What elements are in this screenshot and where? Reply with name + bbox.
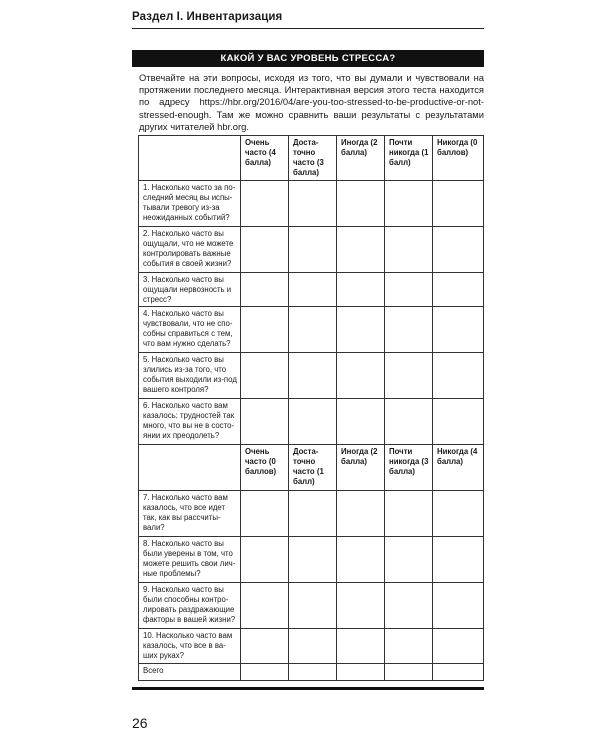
answer-cell[interactable] [385, 307, 433, 353]
answer-cell[interactable] [433, 227, 484, 273]
answer-cell[interactable] [433, 583, 484, 629]
answer-cell[interactable] [241, 227, 289, 273]
question-cell: 1. Насколько часто за последний месяц вы испытывали тревогу из-за неожиданных событий? [139, 181, 241, 227]
answer-cell[interactable] [433, 181, 484, 227]
answer-cell[interactable] [337, 307, 385, 353]
answer-cell[interactable] [289, 491, 337, 537]
question-cell: 4. Насколько часто вы чувствовали, что не способны справиться с тем, что вам нужно сделать? [139, 307, 241, 353]
column-header: Иногда (2 балла) [337, 445, 385, 491]
table-row [139, 227, 484, 273]
table-header-row [139, 136, 484, 181]
question-cell: 5. Насколько часто вы злились из-за того, что события выходили из-под вашего контроля? [139, 353, 241, 399]
answer-cell[interactable] [433, 353, 484, 399]
answer-cell[interactable] [385, 273, 433, 307]
question-cell: 9. Насколько часто вы были способны контролировать раздражающие факторы в вашей жизни? [139, 583, 241, 629]
column-header: Никогда (0 баллов) [433, 136, 484, 181]
section-header: Раздел I. Инвентаризация [132, 11, 283, 23]
answer-cell[interactable] [241, 537, 289, 583]
quiz-title-banner: КАКОЙ У ВАС УРОВЕНЬ СТРЕССА? [132, 50, 484, 67]
answer-cell[interactable] [337, 399, 385, 445]
question-cell: 3. Насколько часто вы ощущали нервозность и стресс? [139, 273, 241, 307]
answer-cell[interactable] [337, 629, 385, 664]
question-cell: 2. Насколько часто вы ощущали, что не можете контролировать важные события в своей жизни? [139, 227, 241, 273]
answer-cell[interactable] [337, 273, 385, 307]
table-row [139, 583, 484, 629]
answer-cell[interactable] [289, 629, 337, 664]
answer-cell[interactable] [241, 353, 289, 399]
column-header: Почти никогда (3 балла) [385, 445, 433, 491]
answer-cell[interactable] [241, 491, 289, 537]
total-label: Всего [139, 664, 241, 681]
answer-cell[interactable] [289, 307, 337, 353]
answer-cell[interactable] [337, 353, 385, 399]
total-cell[interactable] [241, 664, 289, 681]
table-header-row-reversed [139, 445, 484, 491]
column-header: Очень часто (4 балла) [241, 136, 289, 181]
question-cell: 6. Насколько часто вам казалось: трудностей так много, что вы не в состоянии их преодолеть? [139, 399, 241, 445]
answer-cell[interactable] [289, 399, 337, 445]
header-divider [132, 28, 484, 29]
answer-cell[interactable] [289, 181, 337, 227]
answer-cell[interactable] [433, 491, 484, 537]
question-cell: 8. Насколько часто вы были уверены в том, что можете решить свои личные проблемы? [139, 537, 241, 583]
table-row [139, 353, 484, 399]
column-header: Очень часто (0 баллов) [241, 445, 289, 491]
table-row [139, 399, 484, 445]
answer-cell[interactable] [337, 181, 385, 227]
total-cell[interactable] [337, 664, 385, 681]
answer-cell[interactable] [337, 537, 385, 583]
answer-cell[interactable] [241, 307, 289, 353]
total-cell[interactable] [289, 664, 337, 681]
total-cell[interactable] [433, 664, 484, 681]
answer-cell[interactable] [289, 353, 337, 399]
total-row [139, 664, 484, 681]
question-cell: 10. Насколько часто вам казалось, что все в ваших руках? [139, 629, 241, 664]
column-header: Никогда (4 балла) [433, 445, 484, 491]
answer-cell[interactable] [433, 629, 484, 664]
answer-cell[interactable] [289, 583, 337, 629]
stress-quiz-table [138, 135, 484, 681]
table-row [139, 629, 484, 664]
answer-cell[interactable] [241, 399, 289, 445]
answer-cell[interactable] [289, 273, 337, 307]
answer-cell[interactable] [385, 353, 433, 399]
answer-cell[interactable] [385, 583, 433, 629]
answer-cell[interactable] [433, 537, 484, 583]
table-row [139, 537, 484, 583]
table-row [139, 491, 484, 537]
answer-cell[interactable] [385, 399, 433, 445]
answer-cell[interactable] [385, 491, 433, 537]
question-cell: 7. Насколько часто вам казалось, что все идет так, как вы рассчитывали? [139, 491, 241, 537]
table-row [139, 307, 484, 353]
answer-cell[interactable] [385, 629, 433, 664]
answer-cell[interactable] [433, 307, 484, 353]
bottom-divider [132, 687, 484, 690]
intro-paragraph: Отвечайте на эти вопросы, исходя из того, что вы думали и чувствовали на протяжении последнего месяца. Интерактивная версия этого теста находится по адресу https://hbr.org/2016/04/are-you-too-stressed-to-be-productive-or-not-stressed-enough. Там же можно сравнить ваши результаты с результатами других читателей hbr.org. [139, 72, 484, 132]
answer-cell[interactable] [385, 181, 433, 227]
answer-cell[interactable] [337, 491, 385, 537]
question-header-cell [139, 445, 241, 491]
answer-cell[interactable] [241, 583, 289, 629]
answer-cell[interactable] [289, 227, 337, 273]
answer-cell[interactable] [241, 181, 289, 227]
answer-cell[interactable] [385, 227, 433, 273]
table-row [139, 181, 484, 227]
column-header: Почти никогда (1 балл) [385, 136, 433, 181]
column-header: Достаточно часто (3 балла) [289, 136, 337, 181]
answer-cell[interactable] [241, 273, 289, 307]
total-cell[interactable] [385, 664, 433, 681]
answer-cell[interactable] [337, 583, 385, 629]
answer-cell[interactable] [289, 537, 337, 583]
page-number: 26 [132, 715, 148, 731]
answer-cell[interactable] [241, 629, 289, 664]
answer-cell[interactable] [433, 399, 484, 445]
answer-cell[interactable] [385, 537, 433, 583]
answer-cell[interactable] [337, 227, 385, 273]
column-header: Достаточно часто (1 балл) [289, 445, 337, 491]
answer-cell[interactable] [433, 273, 484, 307]
question-header-cell [139, 136, 241, 181]
table-row [139, 273, 484, 307]
column-header: Иногда (2 балла) [337, 136, 385, 181]
